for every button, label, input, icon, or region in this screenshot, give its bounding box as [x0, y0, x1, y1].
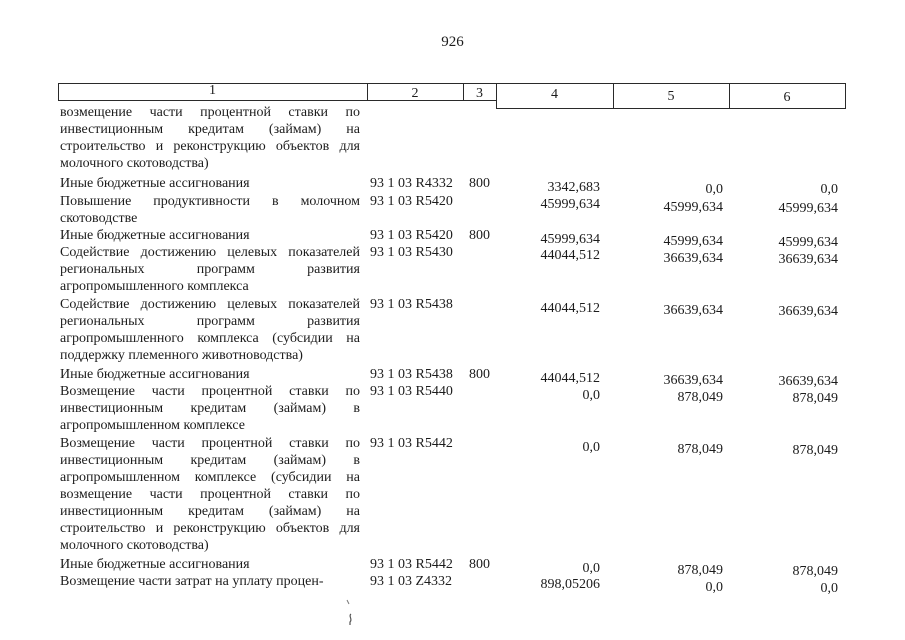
row-code: 93 1 03 R5430	[370, 245, 453, 260]
row-code: 93 1 03 R5438	[370, 367, 453, 382]
row-value-col6: 0,0	[820, 182, 838, 197]
row-value-col4: 45999,634	[540, 197, 600, 212]
header-bottom-border-right	[496, 108, 846, 109]
row-value-col6: 878,049	[792, 391, 838, 406]
row-description: Возмещение части процентной ставки по инвестиционным кредитам (займам) в агропромышленном комплексе	[60, 384, 360, 433]
scan-mark	[345, 598, 355, 629]
row-value-col4: 44044,512	[540, 248, 600, 263]
page-number: 926	[441, 34, 464, 50]
row-value-col4: 3342,683	[547, 180, 600, 195]
row-value-col4: 44044,512	[540, 301, 600, 316]
row-description: Содействие достижению целевых показателей региональных программ развития агропромышленного комплекса (субсидии на поддержку племенного животноводства)	[60, 297, 360, 363]
row-description: Возмещение части процентной ставки по инвестиционным кредитам (займам) в агропромышленном комплексе (субсидии на возмещение части процентной ставки по инвестиционным кредитам (займам) на строительство и реконструкцию объектов для молочного скотоводства)	[60, 436, 360, 553]
row-value-col4: 44044,512	[540, 371, 600, 386]
row-description: Иные бюджетные ассигнования	[60, 228, 250, 243]
row-code: 93 1 03 R5438	[370, 297, 453, 312]
row-expense-type: 800	[469, 176, 490, 191]
row-description: Возмещение части затрат на уплату процен-	[60, 574, 324, 589]
row-value-col5: 0,0	[705, 182, 723, 197]
row-description: Иные бюджетные ассигнования	[60, 367, 250, 382]
scan-mark-icon	[345, 598, 355, 626]
row-value-col6: 45999,634	[778, 201, 838, 216]
header-col-2: 2	[411, 86, 419, 101]
header-col-3: 3	[476, 86, 483, 101]
row-value-col6: 45999,634	[778, 235, 838, 250]
row-value-col5: 878,049	[677, 442, 723, 457]
row-description: Иные бюджетные ассигнования	[60, 557, 250, 572]
row-code: 93 1 03 R5420	[370, 228, 453, 243]
row-value-col5: 878,049	[677, 390, 723, 405]
row-value-col6: 36639,634	[778, 374, 838, 389]
row-code: 93 1 03 R5442	[370, 557, 453, 572]
header-col-1: 1	[209, 83, 216, 98]
row-value-col5: 45999,634	[663, 200, 723, 215]
row-value-col6: 0,0	[820, 581, 838, 596]
row-value-col5: 36639,634	[663, 251, 723, 266]
row-expense-type: 800	[469, 367, 490, 382]
header-col-6: 6	[783, 90, 791, 105]
row-value-col4: 0,0	[582, 561, 600, 576]
row-expense-type: 800	[469, 557, 490, 572]
row-value-col5: 45999,634	[663, 234, 723, 249]
row-description: Иные бюджетные ассигнования	[60, 176, 250, 191]
row-code: 93 1 03 R5442	[370, 436, 453, 451]
row-value-col5: 878,049	[677, 563, 723, 578]
row-value-col6: 36639,634	[778, 304, 838, 319]
row-value-col5: 0,0	[705, 580, 723, 595]
row-value-col4: 45999,634	[540, 232, 600, 247]
row-value-col4: 898,05206	[540, 577, 600, 592]
row-description: Повышение продуктивности в молочном скотоводстве	[60, 194, 360, 226]
row-value-col6: 36639,634	[778, 252, 838, 267]
row-description: Содействие достижению целевых показателей региональных программ развития агропромышленного комплекса	[60, 245, 360, 294]
row-value-col5: 36639,634	[663, 303, 723, 318]
row-code: 93 1 03 R4332	[370, 176, 453, 191]
row-value-col4: 0,0	[582, 388, 600, 403]
row-value-col6: 878,049	[792, 443, 838, 458]
row-code: 93 1 03 Z4332	[370, 574, 453, 589]
row-code: 93 1 03 R5440	[370, 384, 453, 399]
row-value-col5: 36639,634	[663, 373, 723, 388]
header-divider	[845, 83, 846, 108]
row-value-col4: 0,0	[582, 440, 600, 455]
row-expense-type: 800	[469, 228, 490, 243]
row-code: 93 1 03 R5420	[370, 194, 453, 209]
header-col-4: 4	[551, 87, 558, 102]
header-col-5: 5	[667, 89, 675, 104]
row-description: возмещение части процентной ставки по инвестиционным кредитам (займам) на строительство и реконструкцию объектов для молочного скотоводства)	[60, 105, 360, 171]
row-value-col6: 878,049	[792, 564, 838, 579]
